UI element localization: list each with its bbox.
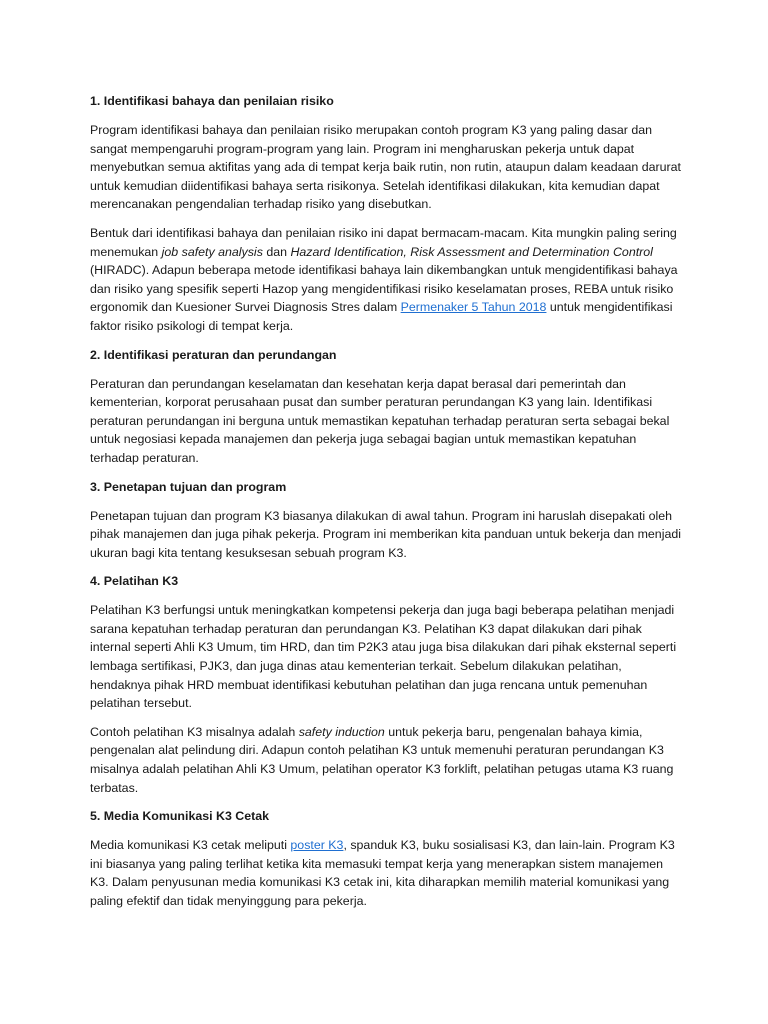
section-4-paragraph-1: Pelatihan K3 berfungsi untuk meningkatkan kompetensi pekerja dan juga bagi beberapa pelatihan menjadi sarana kepatuhan terhadap peraturan dan perundangan K3. Pelatihan K3 dapat dilakukan dari pihak internal seperti Ahli K3 Umum, tim HRD, dan tim P2K3 atau juga bisa dilakukan dari pihak eksternal seperti lembaga sertifikasi, PJK3, dan juga dinas atau kementerian terkait. Sebelum dilakukan pelatihan, hendaknya pihak HRD membuat identifikasi kebutuhan pelatihan dan juga rencana untuk pemenuhan pelatihan tersebut. bbox=[90, 603, 677, 711]
section-1-heading: 1. Identifikasi bahaya dan penilaian risiko bbox=[90, 94, 334, 108]
poster-k3-link[interactable]: poster K3 bbox=[290, 838, 344, 853]
section-5-heading: 5. Media Komunikasi K3 Cetak bbox=[90, 809, 270, 824]
section-3-heading: 3. Penetapan tujuan dan program bbox=[90, 479, 287, 494]
section-4-heading: 4. Pelatihan K3 bbox=[90, 574, 179, 589]
section-1-paragraph-1: Program identifikasi bahaya dan penilaian risiko merupakan contoh program K3 yang paling dasar dan sangat mempengaruhi program-program yang lain. Program ini mengharuskan pekerja untuk dapat menyebutkan semua aktifitas yang ada di tempat kerja baik rutin, non rutin, ataupun dalam keadaan darurat untuk kemudian diidentifikasi bahaya serta risikonya. Setelah identifikasi dilakukan, kita kemudian dapat merencanakan pengendalian terhadap risiko yang disebutkan. bbox=[90, 123, 681, 212]
permenaker-link[interactable]: Permenaker 5 Tahun 2018 bbox=[400, 300, 547, 315]
section-5-paragraph-1: Media komunikasi K3 cetak meliputi poster K3, spanduk K3, buku sosialisasi K3, dan lain-lain. Program K3 ini biasanya yang paling terlihat ketika kita memasuki tempat kerja yang menerapkan sistem manajemen K3. Dalam penyusunan media komunikasi K3 cetak ini, kita diharapkan memilih material komunikasi yang paling efektif dan tidak menyinggung para pekerja. bbox=[90, 838, 675, 908]
section-2-heading: 2. Identifikasi peraturan dan perundangan bbox=[90, 347, 337, 362]
section-1-paragraph-2: Bentuk dari identifikasi bahaya dan penilaian risiko ini dapat bermacam-macam. Kita mungkin paling sering menemukan job safety analysis dan Hazard Identification, Risk Assessment and Determination Control (HIRADC). Adapun beberapa metode identifikasi bahaya lain dikembangkan untuk mengidentifikasi bahaya dan risiko yang spesifik seperti Hazop yang mengidentifikasi risiko keselamatan proses, REBA untuk risiko ergonomik dan Kuesioner Survei Diagnosis Stres dalam Permenaker 5 Tahun 2018 untuk mengidentifikasi faktor risiko psikologi di tempat kerja. bbox=[90, 225, 678, 333]
section-4-paragraph-2: Contoh pelatihan K3 misalnya adalah safety induction untuk pekerja baru, pengenalan bahaya kimia, pengenalan alat pelindung diri. Adapun contoh pelatihan K3 untuk memenuhi peraturan perundangan K3 misalnya adalah pelatihan Ahli K3 Umum, pelatihan operator K3 forklift, pelatihan petugas utama K3 ruang terbatas. bbox=[90, 724, 674, 795]
section-3-paragraph-1: Penetapan tujuan dan program K3 biasanya dilakukan di awal tahun. Program ini haruslah disepakati oleh pihak manajemen dan juga pihak pekerja. Program ini memberikan kita panduan untuk bekerja dan menjadi ukuran bagi kita tentang kesuksesan sebuah program K3. bbox=[90, 508, 681, 560]
section-2-paragraph-1: Peraturan dan perundangan keselamatan dan kesehatan kerja dapat berasal dari pemerintah dan kementerian, korporat perusahaan pusat dan sumber peraturan perundangan K3 yang lain. Identifikasi peraturan perundangan ini berguna untuk memastikan kepatuhan terhadap peraturan serta sebagai bekal untuk negosiasi kepada manajemen dan pekerja juga sebagai bagian untuk memastikan kepatuhan terhadap peraturan. bbox=[90, 376, 670, 465]
